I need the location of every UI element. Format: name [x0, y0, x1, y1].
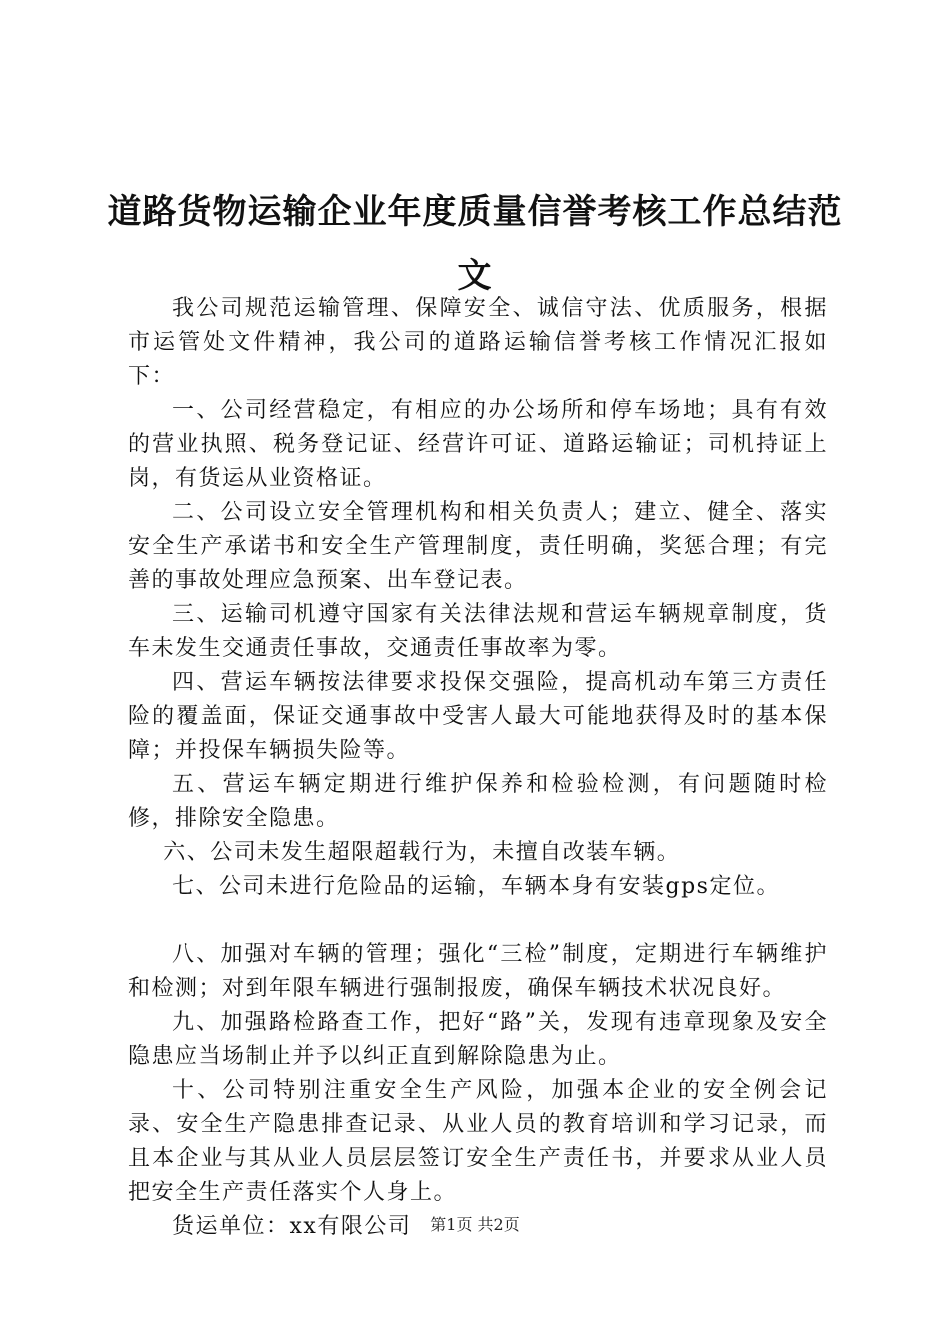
- document-title: 道路货物运输企业年度质量信誉考核工作总结范文: [107, 192, 843, 296]
- page-footer: 第1页 共2页: [430, 1215, 520, 1234]
- paragraph-intro: 我公司规范运输管理、保障安全、诚信守法、优质服务，根据市运管处文件精神，我公司的道路运输信誉考核工作情况汇报如下：: [128, 296, 828, 389]
- paragraph-item-1: 一、公司经营稳定，有相应的办公场所和停车场地；具有有效的营业执照、税务登记证、经营许可证、道路运输证；司机持证上岗，有货运从业资格证。: [128, 398, 828, 491]
- paragraph-item-4: 四、营运车辆按法律要求投保交强险，提高机动车第三方责任险的覆盖面，保证交通事故中受害人最大可能地获得及时的基本保障；并投保车辆损失险等。: [128, 670, 828, 763]
- paragraph-item-6: 六、公司未发生超限超载行为，未擅自改装车辆。: [163, 840, 681, 865]
- paragraph-item-5: 五、营运车辆定期进行维护保养和检验检测，有问题随时检修，排除安全隐患。: [128, 772, 828, 831]
- paragraph-item-9: 九、加强路检路查工作，把好“路”关，发现有违章现象及安全隐患应当场制止并予以纠正直到解除隐患为止。: [128, 1010, 828, 1069]
- paragraph-item-10: 十、公司特别注重安全生产风险，加强本企业的安全例会记录、安全生产隐患排查记录、从业人员的教育培训和学习记录，而且本企业与其从业人员层层签订安全生产责任书，并要求从业人员把安全生产责任落实个人身上。: [128, 1078, 828, 1205]
- paragraph-item-3: 三、运输司机遵守国家有关法律法规和营运车辆规章制度，货车未发生交通责任事故，交通责任事故率为零。: [128, 602, 828, 661]
- signature-line: 货运单位：xx有限公司: [172, 1214, 412, 1239]
- paragraph-item-7: 七、公司未进行危险品的运输，车辆本身有安装gps定位。: [172, 874, 780, 899]
- paragraph-item-2: 二、公司设立安全管理机构和相关负责人；建立、健全、落实安全生产承诺书和安全生产管理制度，责任明确，奖惩合理；有完善的事故处理应急预案、出车登记表。: [128, 500, 828, 593]
- document-body: [128, 292, 828, 1244]
- paragraph-item-8: 八、加强对车辆的管理；强化“三检”制度，定期进行车辆维护和检测；对到年限车辆进行强制报废，确保车辆技术状况良好。: [128, 942, 828, 1001]
- blank-line: [128, 904, 828, 938]
